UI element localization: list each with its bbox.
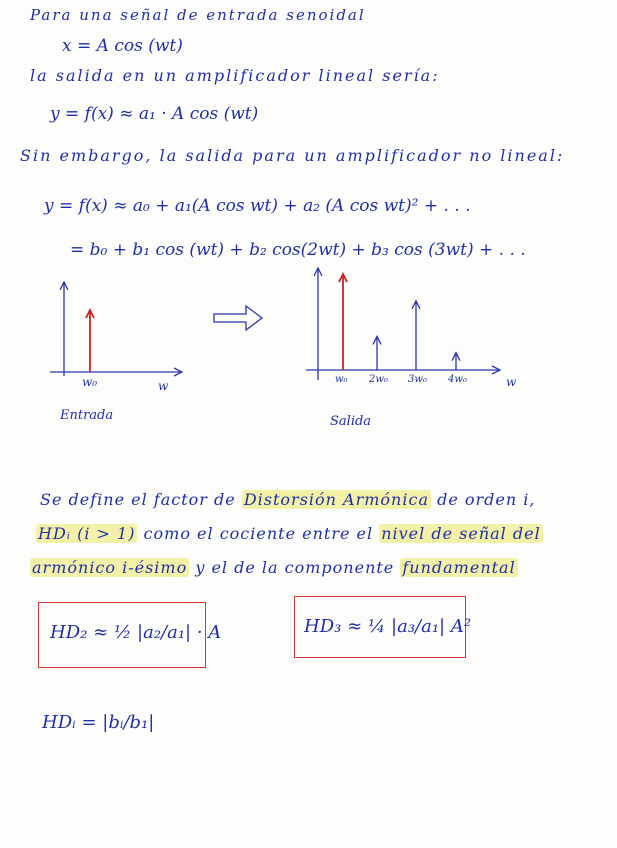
- highlight-harmonic: armónico i-ésimo: [32, 558, 188, 577]
- input-equation: x = A cos (wt): [62, 36, 183, 56]
- definition-text: y el de la componente: [195, 558, 395, 577]
- input-axes: [50, 282, 182, 376]
- output-stems: [335, 274, 467, 385]
- highlight-fundamental: fundamental: [402, 558, 516, 577]
- output-caption: Salida: [330, 414, 372, 429]
- transform-arrow-shape: [214, 306, 262, 330]
- tick-label-1: w₀: [335, 374, 348, 385]
- highlight-hdi: HDᵢ (i > 1): [38, 524, 136, 543]
- linear-line: la salida en un amplificador lineal sería:: [30, 66, 440, 85]
- linear-equation: y = f(x) ≈ a₁ · A cos (wt): [50, 104, 259, 124]
- hd3-formula: HD₃ ≈ ¼ |a₃/a₁| A²: [304, 616, 472, 637]
- definition-text: como el cociente entre el: [143, 524, 374, 543]
- tick-label-2: 2w₀: [369, 374, 388, 385]
- nonlinear-equation: y = f(x) ≈ a₀ + a₁(A cos wt) + a₂ (A cos wt)² + . . .: [44, 196, 471, 216]
- output-axes: [306, 268, 500, 380]
- input-stems: [82, 310, 97, 389]
- intro-line: Para una señal de entrada senoidal: [30, 6, 366, 24]
- input-x-label: w: [158, 379, 169, 393]
- input-caption: Entrada: [60, 408, 114, 423]
- hdi-formula: HDᵢ = |bᵢ/b₁|: [42, 712, 155, 733]
- definition-text: Se define el factor de: [40, 490, 236, 509]
- highlight-signal-level: nivel de señal del: [381, 524, 541, 543]
- definition-line-3: [30, 558, 518, 577]
- definition-text: de orden i,: [437, 490, 536, 509]
- tick-label-1: w₀: [82, 375, 98, 389]
- series-equation: = b₀ + b₁ cos (wt) + b₂ cos(2wt) + b₃ cos (3wt) + . . .: [70, 240, 526, 260]
- definition-line-1: [40, 490, 535, 509]
- tick-label-3: 3w₀: [408, 374, 427, 385]
- definition-line-2: [36, 524, 543, 543]
- tick-label-4: 4w₀: [448, 374, 467, 385]
- transform-arrow: [214, 306, 262, 330]
- nonlinear-line: Sin embargo, la salida para un amplificador no lineal:: [20, 146, 565, 165]
- hd2-formula: HD₂ ≈ ½ |a₂/a₁| · A: [50, 622, 222, 643]
- output-x-label: w: [506, 375, 517, 389]
- highlight-distortion: Distorsión Armónica: [243, 490, 429, 509]
